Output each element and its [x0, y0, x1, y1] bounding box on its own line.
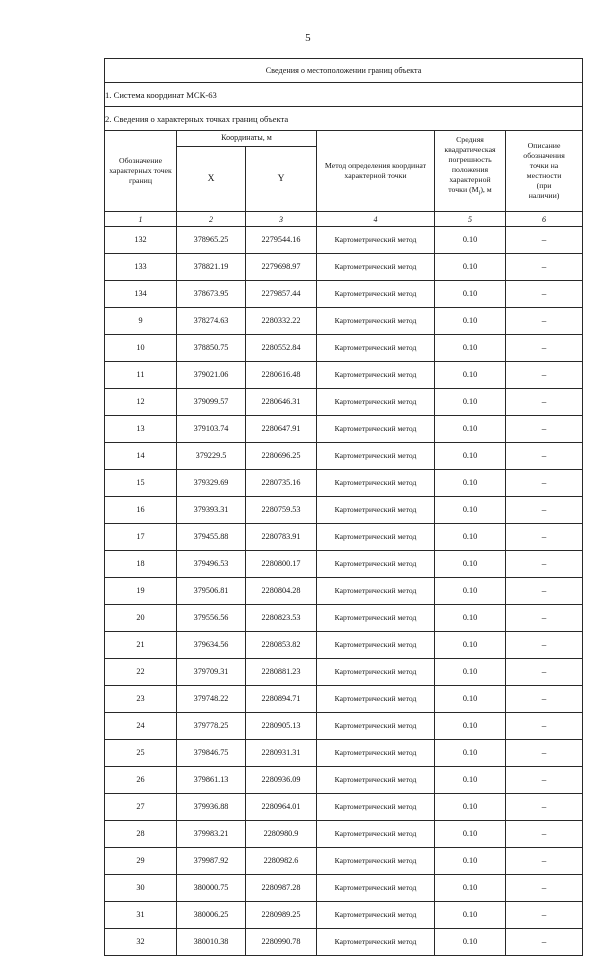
cell-coordinate-x: 378965.25 [177, 227, 246, 254]
cell-mean-square-error: 0.10 [435, 875, 506, 902]
cell-method: Картометрический метод [317, 281, 435, 308]
page-number: 5 [305, 32, 311, 44]
cell-point-designation: 28 [105, 821, 177, 848]
cell-coordinate-x: 378673.95 [177, 281, 246, 308]
cell-method: Картометрический метод [317, 308, 435, 335]
table-row [105, 902, 583, 929]
header-col6-line6: наличии) [528, 190, 560, 200]
cell-description: – [506, 281, 583, 308]
cell-coordinate-x: 380010.38 [177, 929, 246, 956]
header-col5-line2: квадратическая [444, 144, 496, 154]
cell-coordinate-y: 2280647.91 [246, 416, 317, 443]
cell-point-designation: 134 [105, 281, 177, 308]
cell-mean-square-error: 0.10 [435, 902, 506, 929]
header-method: Метод определения координат характерной точки [317, 131, 435, 212]
table-row [105, 605, 583, 632]
cell-coordinate-x: 379103.74 [177, 416, 246, 443]
cell-description: – [506, 416, 583, 443]
cell-coordinate-y: 2279698.97 [246, 254, 317, 281]
cell-method: Картометрический метод [317, 794, 435, 821]
cell-mean-square-error: 0.10 [435, 335, 506, 362]
cell-description: – [506, 821, 583, 848]
cell-point-designation: 19 [105, 578, 177, 605]
cell-coordinate-y: 2280783.91 [246, 524, 317, 551]
table-row [105, 632, 583, 659]
cell-coordinate-x: 379634.56 [177, 632, 246, 659]
table-row [105, 416, 583, 443]
table-row [105, 227, 583, 254]
cell-coordinate-x: 378850.75 [177, 335, 246, 362]
header-x: X [177, 146, 246, 211]
column-number-3: 3 [246, 212, 317, 227]
cell-mean-square-error: 0.10 [435, 848, 506, 875]
table-row [105, 254, 583, 281]
cell-method: Картометрический метод [317, 929, 435, 956]
cell-coordinate-y: 2280964.01 [246, 794, 317, 821]
table-row [105, 875, 583, 902]
table-row [105, 929, 583, 956]
header-col6-line3: точки на [529, 161, 559, 171]
cell-method: Картометрический метод [317, 767, 435, 794]
cell-mean-square-error: 0.10 [435, 551, 506, 578]
table-row [105, 821, 583, 848]
cell-mean-square-error: 0.10 [435, 578, 506, 605]
header-mean-square-error [435, 131, 506, 212]
cell-description: – [506, 524, 583, 551]
cell-coordinate-x: 378274.63 [177, 308, 246, 335]
header-col6-line1: Описание [527, 141, 561, 151]
cell-description: – [506, 632, 583, 659]
cell-coordinate-x: 379329.69 [177, 470, 246, 497]
table-title: Сведения о местоположении границ объекта [105, 59, 583, 83]
cell-coordinate-x: 379393.31 [177, 497, 246, 524]
cell-coordinate-y: 2280990.78 [246, 929, 317, 956]
cell-point-designation: 22 [105, 659, 177, 686]
cell-method: Картометрический метод [317, 659, 435, 686]
cell-description: – [506, 362, 583, 389]
cell-mean-square-error: 0.10 [435, 308, 506, 335]
cell-coordinate-y: 2280936.09 [246, 767, 317, 794]
header-point-designation: Обозначение характерных точек границ [105, 131, 177, 212]
header-col6-line2: обозначения [523, 151, 565, 161]
cell-description: – [506, 497, 583, 524]
cell-mean-square-error: 0.10 [435, 281, 506, 308]
cell-coordinate-y: 2280987.28 [246, 875, 317, 902]
cell-mean-square-error: 0.10 [435, 416, 506, 443]
cell-coordinate-y: 2280616.48 [246, 362, 317, 389]
column-number-2: 2 [177, 212, 246, 227]
table-row [105, 470, 583, 497]
cell-description: – [506, 740, 583, 767]
cell-point-designation: 16 [105, 497, 177, 524]
table-row [105, 659, 583, 686]
cell-description: – [506, 902, 583, 929]
table-row [105, 578, 583, 605]
cell-coordinate-y: 2279857.44 [246, 281, 317, 308]
cell-method: Картометрический метод [317, 524, 435, 551]
cell-method: Картометрический метод [317, 254, 435, 281]
cell-method: Картометрический метод [317, 443, 435, 470]
cell-coordinate-y: 2280982.6 [246, 848, 317, 875]
cell-coordinate-y: 2280905.13 [246, 713, 317, 740]
table-row [105, 389, 583, 416]
table-row [105, 794, 583, 821]
table-row [105, 281, 583, 308]
cell-coordinate-y: 2280646.31 [246, 389, 317, 416]
cell-description: – [506, 227, 583, 254]
cell-method: Картометрический метод [317, 686, 435, 713]
cell-coordinate-x: 379229.5 [177, 443, 246, 470]
cell-coordinate-y: 2279544.16 [246, 227, 317, 254]
cell-description: – [506, 875, 583, 902]
table-row [105, 551, 583, 578]
points-section-label: 2. Сведения о характерных точках границ объекта [105, 107, 583, 131]
header-row-top [105, 131, 583, 147]
cell-mean-square-error: 0.10 [435, 362, 506, 389]
cell-description: – [506, 389, 583, 416]
cell-coordinate-x: 379748.22 [177, 686, 246, 713]
cell-description: – [506, 254, 583, 281]
cell-point-designation: 13 [105, 416, 177, 443]
table-row [105, 713, 583, 740]
cell-coordinate-x: 379556.56 [177, 605, 246, 632]
cell-description: – [506, 794, 583, 821]
cell-coordinate-x: 379506.81 [177, 578, 246, 605]
cell-point-designation: 9 [105, 308, 177, 335]
header-y: Y [246, 146, 317, 211]
cell-point-designation: 14 [105, 443, 177, 470]
cell-method: Картометрический метод [317, 605, 435, 632]
cell-point-designation: 15 [105, 470, 177, 497]
section-2-row [105, 107, 583, 131]
cell-mean-square-error: 0.10 [435, 470, 506, 497]
cell-description: – [506, 659, 583, 686]
cell-mean-square-error: 0.10 [435, 632, 506, 659]
cell-coordinate-x: 379936.88 [177, 794, 246, 821]
cell-coordinate-y: 2280823.53 [246, 605, 317, 632]
cell-coordinate-y: 2280332.22 [246, 308, 317, 335]
cell-method: Картометрический метод [317, 227, 435, 254]
cell-point-designation: 18 [105, 551, 177, 578]
cell-mean-square-error: 0.10 [435, 227, 506, 254]
cell-point-designation: 20 [105, 605, 177, 632]
header-col5-line6: точки (М [448, 184, 479, 194]
cell-coordinate-x: 379455.88 [177, 524, 246, 551]
cell-method: Картометрический метод [317, 416, 435, 443]
cell-method: Картометрический метод [317, 470, 435, 497]
cell-coordinate-x: 379021.06 [177, 362, 246, 389]
cell-description: – [506, 308, 583, 335]
cell-coordinate-y: 2280931.31 [246, 740, 317, 767]
cell-coordinate-x: 379861.13 [177, 767, 246, 794]
cell-mean-square-error: 0.10 [435, 713, 506, 740]
column-number-5: 5 [435, 212, 506, 227]
header-col5-line7: ), м [480, 184, 492, 194]
cell-point-designation: 11 [105, 362, 177, 389]
cell-description: – [506, 767, 583, 794]
cell-coordinate-y: 2280696.25 [246, 443, 317, 470]
cell-mean-square-error: 0.10 [435, 929, 506, 956]
cell-mean-square-error: 0.10 [435, 254, 506, 281]
cell-method: Картометрический метод [317, 875, 435, 902]
header-col6-line5: (при [536, 180, 552, 190]
cell-method: Картометрический метод [317, 578, 435, 605]
cell-method: Картометрический метод [317, 497, 435, 524]
cell-point-designation: 26 [105, 767, 177, 794]
cell-mean-square-error: 0.10 [435, 767, 506, 794]
table-row [105, 686, 583, 713]
table-row [105, 848, 583, 875]
cell-description: – [506, 551, 583, 578]
cell-mean-square-error: 0.10 [435, 497, 506, 524]
cell-point-designation: 21 [105, 632, 177, 659]
cell-point-designation: 24 [105, 713, 177, 740]
cell-method: Картометрический метод [317, 740, 435, 767]
header-col6-line4: местности [526, 171, 562, 180]
cell-point-designation: 133 [105, 254, 177, 281]
table-row [105, 335, 583, 362]
cell-coordinate-y: 2280989.25 [246, 902, 317, 929]
cell-point-designation: 23 [105, 686, 177, 713]
cell-method: Картометрический метод [317, 902, 435, 929]
cell-method: Картометрический метод [317, 821, 435, 848]
cell-description: – [506, 713, 583, 740]
cell-method: Картометрический метод [317, 632, 435, 659]
section-1-row [105, 83, 583, 107]
cell-coordinate-y: 2280800.17 [246, 551, 317, 578]
cell-coordinate-y: 2280980.9 [246, 821, 317, 848]
table-row [105, 443, 583, 470]
cell-point-designation: 25 [105, 740, 177, 767]
cell-description: – [506, 686, 583, 713]
cell-mean-square-error: 0.10 [435, 443, 506, 470]
cell-coordinate-y: 2280759.53 [246, 497, 317, 524]
coordinate-system-label: 1. Система координат МСК-63 [105, 83, 583, 107]
cell-coordinate-x: 379778.25 [177, 713, 246, 740]
header-col5-line3: погрешность [448, 154, 492, 164]
cell-point-designation: 132 [105, 227, 177, 254]
cell-mean-square-error: 0.10 [435, 686, 506, 713]
column-number-4: 4 [317, 212, 435, 227]
cell-coordinate-x: 379099.57 [177, 389, 246, 416]
cell-mean-square-error: 0.10 [435, 821, 506, 848]
cell-point-designation: 12 [105, 389, 177, 416]
cell-description: – [506, 848, 583, 875]
cell-mean-square-error: 0.10 [435, 740, 506, 767]
header-coordinates-group: Координаты, м [177, 131, 317, 147]
cell-method: Картометрический метод [317, 389, 435, 416]
cell-coordinate-y: 2280804.28 [246, 578, 317, 605]
cell-coordinate-y: 2280853.82 [246, 632, 317, 659]
cell-method: Картометрический метод [317, 848, 435, 875]
cell-description: – [506, 929, 583, 956]
cell-coordinate-x: 379709.31 [177, 659, 246, 686]
cell-coordinate-x: 379983.21 [177, 821, 246, 848]
cell-point-designation: 27 [105, 794, 177, 821]
cell-description: – [506, 443, 583, 470]
cell-mean-square-error: 0.10 [435, 605, 506, 632]
table-row [105, 524, 583, 551]
header-description [506, 131, 583, 212]
cell-coordinate-y: 2280894.71 [246, 686, 317, 713]
header-col5-line5: характерной [449, 174, 491, 184]
table-row [105, 740, 583, 767]
header-col5-subscript: i [478, 190, 481, 197]
cell-coordinate-y: 2280881.23 [246, 659, 317, 686]
cell-description: – [506, 578, 583, 605]
cell-method: Картометрический метод [317, 551, 435, 578]
cell-point-designation: 17 [105, 524, 177, 551]
cell-point-designation: 32 [105, 929, 177, 956]
column-number-6: 6 [506, 212, 583, 227]
cell-coordinate-x: 378821.19 [177, 254, 246, 281]
boundary-points-table [104, 58, 583, 956]
cell-description: – [506, 605, 583, 632]
header-col5-line4: положения [451, 164, 489, 174]
cell-method: Картометрический метод [317, 362, 435, 389]
cell-coordinate-x: 379846.75 [177, 740, 246, 767]
table-row [105, 308, 583, 335]
cell-coordinate-x: 379496.53 [177, 551, 246, 578]
cell-method: Картометрический метод [317, 335, 435, 362]
table-row [105, 362, 583, 389]
cell-mean-square-error: 0.10 [435, 389, 506, 416]
cell-description: – [506, 335, 583, 362]
cell-mean-square-error: 0.10 [435, 659, 506, 686]
cell-coordinate-x: 380000.75 [177, 875, 246, 902]
table-row [105, 497, 583, 524]
cell-point-designation: 31 [105, 902, 177, 929]
table-body [105, 59, 583, 956]
cell-coordinate-x: 380006.25 [177, 902, 246, 929]
title-row [105, 59, 583, 83]
cell-mean-square-error: 0.10 [435, 794, 506, 821]
cell-method: Картометрический метод [317, 713, 435, 740]
cell-coordinate-y: 2280735.16 [246, 470, 317, 497]
column-number-1: 1 [105, 212, 177, 227]
cell-point-designation: 29 [105, 848, 177, 875]
cell-point-designation: 30 [105, 875, 177, 902]
header-col5-line1: Средняя [456, 135, 484, 144]
cell-coordinate-x: 379987.92 [177, 848, 246, 875]
cell-mean-square-error: 0.10 [435, 524, 506, 551]
cell-description: – [506, 470, 583, 497]
cell-point-designation: 10 [105, 335, 177, 362]
column-number-row [105, 212, 583, 227]
table-row [105, 767, 583, 794]
cell-coordinate-y: 2280552.84 [246, 335, 317, 362]
